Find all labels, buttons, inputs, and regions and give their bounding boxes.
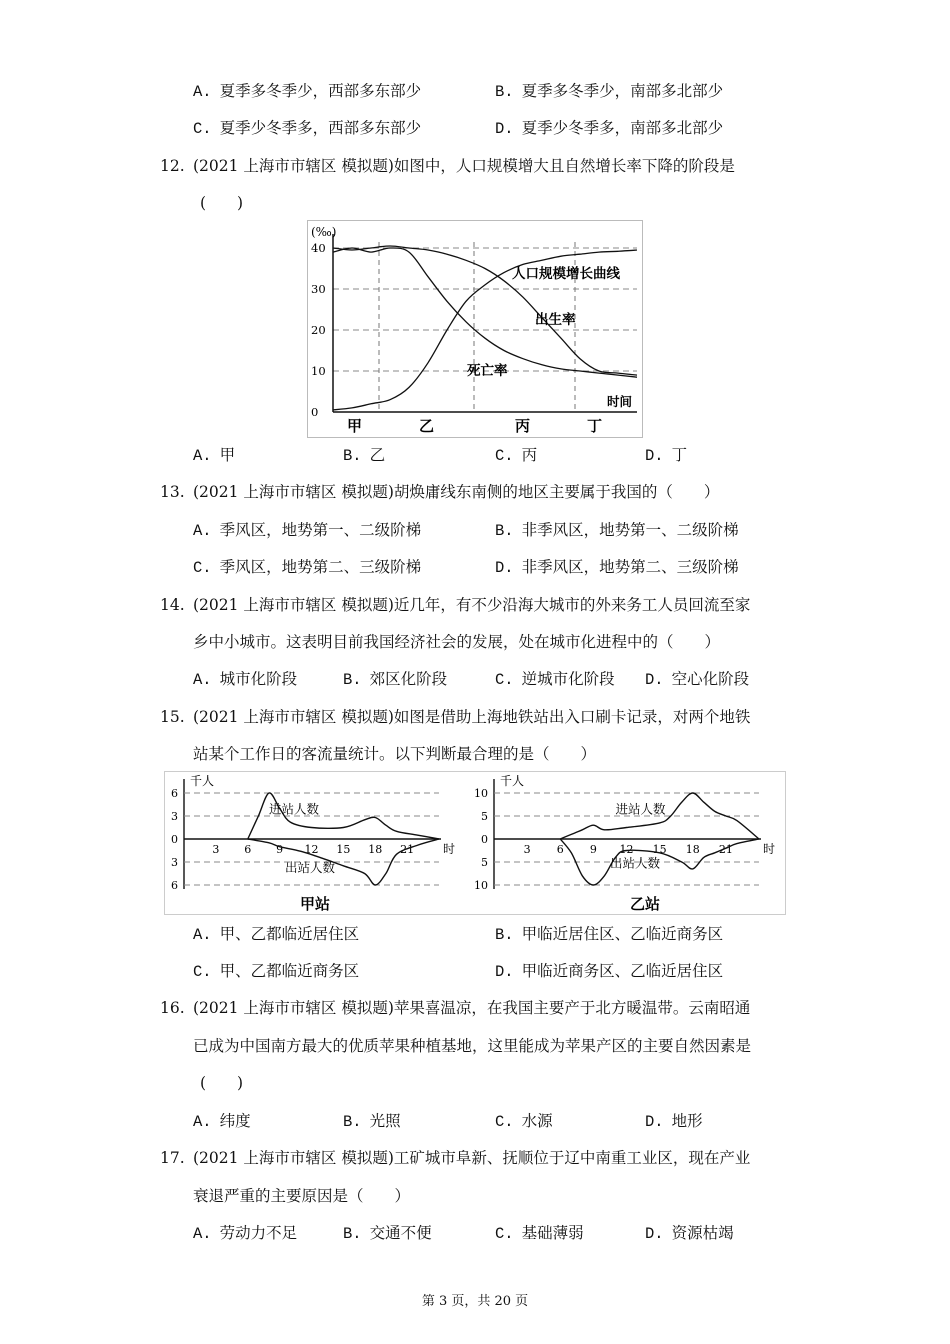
- q17-option-d: D. 资源枯竭: [645, 1224, 734, 1243]
- q17-number: 17.: [160, 1149, 185, 1167]
- chart2-ytick-label: 3: [171, 856, 178, 869]
- chart2-ytick-label: 0: [481, 833, 488, 846]
- q16-option-c: C. 水源: [495, 1112, 553, 1131]
- q17-stem-line1: (2021 上海市市辖区 模拟题)工矿城市阜新、抚顺位于辽中南重工业区，现在产业: [193, 1149, 751, 1167]
- q11-option-b: B. 夏季多冬季少，南部多北部少: [495, 82, 724, 101]
- chart1-unit: (‰): [311, 225, 337, 239]
- q14-number: 14.: [160, 596, 185, 614]
- entry-count-label: 进站人数: [269, 801, 320, 817]
- q14-stem-line2: 乡中小城市。这表明目前我国经济社会的发展，处在城市化进程中的（ ）: [193, 633, 721, 651]
- q15-option-a: A. 甲、乙都临近居住区: [193, 925, 360, 944]
- q16-option-d: D. 地形: [645, 1112, 703, 1131]
- q13-option-a: A. 季风区，地势第一、二级阶梯: [193, 521, 422, 540]
- q13-option-b: B. 非季风区，地势第一、二级阶梯: [495, 521, 739, 540]
- chart2-ytick-label: 10: [474, 879, 488, 892]
- q12-blank: ( ): [200, 194, 244, 212]
- q12-option-d: D. 丁: [645, 446, 688, 465]
- time-axis-label: 时间: [607, 394, 633, 409]
- q17-option-c: C. 基础薄弱: [495, 1224, 584, 1243]
- exit-count-label: 出站人数: [609, 855, 660, 871]
- chart2-xtick-label: 3: [523, 843, 531, 856]
- q11-option-d: D. 夏季少冬季多，南部多北部少: [495, 119, 724, 138]
- chart2-xtick-label: 15: [336, 843, 351, 856]
- chart2-unit-label: 千人: [500, 774, 525, 788]
- q12-option-c: C. 丙: [495, 446, 538, 465]
- q13-number: 13.: [160, 483, 185, 501]
- chart2-xtick-label: 18: [368, 843, 383, 856]
- q16-blank: ( ): [200, 1074, 244, 1092]
- chart2-unit-label: 千人: [190, 774, 215, 788]
- page-footer: 第 3 页，共 20 页: [421, 1294, 529, 1309]
- q14-option-c: C. 逆城市化阶段: [495, 670, 615, 689]
- chart2-xtick-label: 6: [244, 843, 252, 856]
- q16-option-a: A. 纬度: [193, 1112, 251, 1131]
- q12-number: 12.: [160, 157, 185, 175]
- chart2-xtick-label: 12: [619, 843, 634, 856]
- chart1-ytick-label: 30: [311, 282, 326, 296]
- entry-count-label: 进站人数: [615, 801, 666, 817]
- q15-option-b: B. 甲临近居住区、乙临近商务区: [495, 925, 724, 944]
- yi-station-title: 乙站: [630, 895, 661, 913]
- q17-option-b: B. 交通不便: [343, 1224, 432, 1243]
- chart2-xtick-label: 3: [212, 843, 220, 856]
- q13-option-d: D. 非季风区，地势第二、三级阶梯: [495, 558, 739, 577]
- chart2-xtick-label: 9: [276, 843, 284, 856]
- chart2-ytick-label: 5: [481, 856, 488, 869]
- growth-curve-label: 人口规模增长曲线: [512, 266, 620, 282]
- jia-station-title: 甲站: [300, 895, 331, 913]
- q13-option-c: C. 季风区，地势第二、三级阶梯: [193, 558, 422, 577]
- chart2-ytick-label: 5: [481, 810, 488, 823]
- population-chart: [307, 220, 643, 438]
- q17-option-a: A. 劳动力不足: [193, 1224, 298, 1243]
- chart2-ytick-label: 6: [171, 787, 178, 800]
- chart1-ytick-label: 40: [311, 241, 326, 255]
- q14-option-a: A. 城市化阶段: [193, 670, 298, 689]
- q15-number: 15.: [160, 708, 185, 726]
- chart2-xtick-label: 6: [556, 843, 564, 856]
- q12-option-b: B. 乙: [343, 446, 386, 465]
- chart2-xtick-label: 21: [718, 843, 733, 856]
- q11-option-a: A. 夏季多冬季少，西部多东部少: [193, 82, 422, 101]
- chart2-xtick-label: 12: [304, 843, 319, 856]
- chart1-ytick-label: 20: [311, 323, 326, 337]
- exit-count-label: 出站人数: [284, 860, 335, 876]
- death-rate-label: 死亡率: [467, 363, 508, 379]
- birth-rate-label: 出生率: [535, 312, 576, 328]
- chart2-ytick-label: 0: [171, 833, 178, 846]
- q16-number: 16.: [160, 999, 185, 1017]
- chart1-ytick-label: 0: [311, 405, 319, 419]
- q14-option-d: D. 空心化阶段: [645, 670, 750, 689]
- q16-stem-line1: (2021 上海市市辖区 模拟题)苹果喜温凉，在我国主要产于北方暖温带。云南昭通: [193, 999, 751, 1017]
- q15-option-d: D. 甲临近商务区、乙临近居住区: [495, 962, 724, 981]
- q14-stem-line1: (2021 上海市市辖区 模拟题)近几年，有不少沿海大城市的外来务工人员回流至家: [193, 596, 751, 614]
- chart2-ytick-label: 6: [171, 879, 178, 892]
- q15-option-c: C. 甲、乙都临近商务区: [193, 962, 360, 981]
- chart2-hour-label: 时: [443, 842, 456, 856]
- chart1-ytick-label: 10: [311, 364, 326, 378]
- stage-ding: 丁: [587, 417, 603, 435]
- chart2-xtick-label: 18: [685, 843, 700, 856]
- q14-option-b: B. 郊区化阶段: [343, 670, 448, 689]
- chart2-xtick-label: 9: [589, 843, 597, 856]
- chart2-ytick-label: 10: [474, 787, 488, 800]
- q13-stem: (2021 上海市市辖区 模拟题)胡焕庸线东南侧的地区主要属于我国的（ ）: [193, 483, 720, 501]
- q15-stem-line2: 站某个工作日的客流量统计。以下判断最合理的是（ ）: [193, 745, 597, 763]
- q12-option-a: A. 甲: [193, 446, 236, 465]
- q17-stem-line2: 衰退严重的主要原因是（ ）: [193, 1187, 411, 1205]
- chart2-xtick-label: 21: [400, 843, 415, 856]
- stage-bing: 丙: [515, 417, 531, 435]
- q15-stem-line1: (2021 上海市市辖区 模拟题)如图是借助上海地铁站出入口刷卡记录，对两个地铁: [193, 708, 751, 726]
- q12-stem: (2021 上海市市辖区 模拟题)如图中，人口规模增大且自然增长率下降的阶段是: [193, 157, 735, 175]
- stage-jia: 甲: [347, 417, 363, 435]
- stage-yi: 乙: [419, 417, 435, 435]
- chart2-hour-label: 时: [763, 842, 776, 856]
- metro-flow-charts: [164, 771, 786, 915]
- q16-stem-line2: 已成为中国南方最大的优质苹果种植基地，这里能成为苹果产区的主要自然因素是: [193, 1037, 752, 1055]
- q16-option-b: B. 光照: [343, 1112, 401, 1131]
- q11-option-c: C. 夏季少冬季多，西部多东部少: [193, 119, 422, 138]
- chart2-ytick-label: 3: [171, 810, 178, 823]
- chart2-xtick-label: 15: [652, 843, 667, 856]
